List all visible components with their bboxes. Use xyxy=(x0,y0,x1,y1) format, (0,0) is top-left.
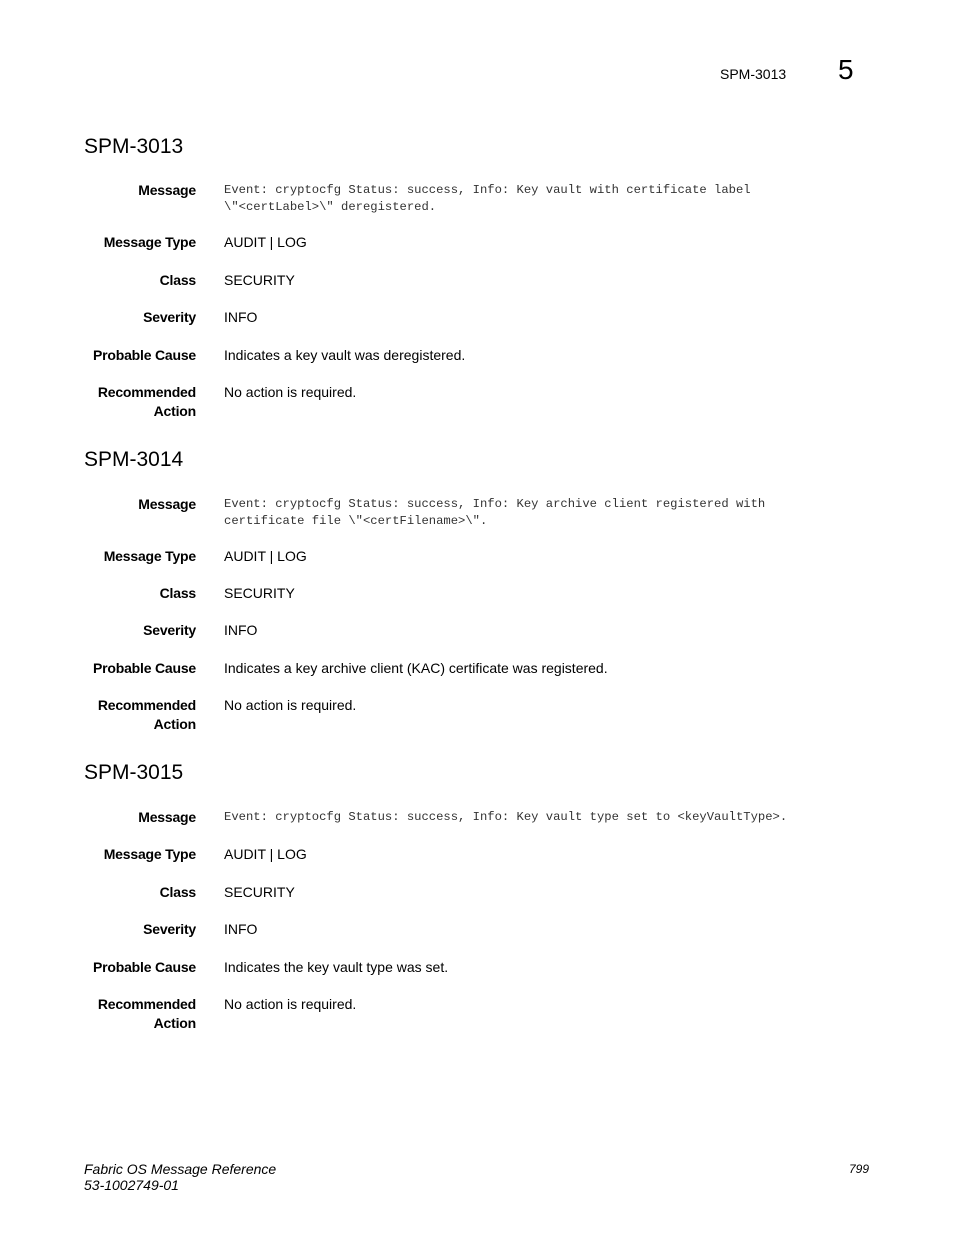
message-line-2: certificate file \"<certFilename>\". xyxy=(224,513,488,528)
value-class: SECURITY xyxy=(224,884,295,900)
value-recommended-action: No action is required. xyxy=(224,697,357,713)
label-severity: Severity xyxy=(143,622,196,638)
label-recommended-line-1: Recommended xyxy=(97,996,196,1012)
value-severity: INFO xyxy=(224,309,258,325)
label-message-type: Message Type xyxy=(103,234,196,250)
label-recommended-line-1: Recommended xyxy=(97,697,196,713)
value-severity: INFO xyxy=(224,921,258,937)
value-probable-cause: Indicates a key vault was deregistered. xyxy=(224,347,466,363)
value-message-type: AUDIT | LOG xyxy=(224,548,307,564)
value-class: SECURITY xyxy=(224,272,295,288)
label-class: Class xyxy=(159,272,196,288)
running-header xyxy=(0,56,954,96)
label-recommended-line-1: Recommended xyxy=(97,384,196,400)
label-message-type: Message Type xyxy=(103,548,196,564)
label-severity: Severity xyxy=(143,921,196,937)
value-message xyxy=(224,809,844,826)
header-chapter-number: 5 xyxy=(838,54,854,85)
label-recommended-action xyxy=(66,696,196,734)
message-line-2: \"<certLabel>\" deregistered. xyxy=(224,199,437,214)
section-title: SPM-3013 xyxy=(84,135,184,158)
label-message: Message xyxy=(138,182,196,198)
message-line-1: Event: cryptocfg Status: success, Info: Key vault with certificate label xyxy=(224,183,751,197)
label-probable-cause: Probable Cause xyxy=(92,347,196,363)
value-probable-cause: Indicates the key vault type was set. xyxy=(224,959,449,975)
value-recommended-action: No action is required. xyxy=(224,384,357,400)
section-title: SPM-3014 xyxy=(84,448,184,471)
label-message-type: Message Type xyxy=(103,846,196,862)
footer-document-number: 53-1002749-01 xyxy=(84,1177,179,1193)
section-title: SPM-3015 xyxy=(84,761,184,784)
label-recommended-line-2: Action xyxy=(153,403,196,419)
footer-page-number: 799 xyxy=(849,1162,870,1176)
value-message xyxy=(224,182,844,215)
label-recommended-action xyxy=(66,995,196,1033)
value-recommended-action: No action is required. xyxy=(224,996,357,1012)
footer-document-info xyxy=(84,1161,276,1193)
label-probable-cause: Probable Cause xyxy=(92,660,196,676)
label-class: Class xyxy=(159,585,196,601)
header-message-id: SPM-3013 xyxy=(720,66,787,82)
message-line-1: Event: cryptocfg Status: success, Info: Key archive client registered with xyxy=(224,497,766,511)
value-message xyxy=(224,496,844,529)
label-message: Message xyxy=(138,496,196,512)
value-class: SECURITY xyxy=(224,585,295,601)
value-severity: INFO xyxy=(224,622,258,638)
message-line-1: Event: cryptocfg Status: success, Info: Key vault type set to <keyVaultType>. xyxy=(224,810,788,824)
label-message: Message xyxy=(138,809,196,825)
label-recommended-line-2: Action xyxy=(153,716,196,732)
footer-document-title: Fabric OS Message Reference xyxy=(84,1161,277,1177)
value-probable-cause: Indicates a key archive client (KAC) certificate was registered. xyxy=(224,660,608,676)
label-probable-cause: Probable Cause xyxy=(92,959,196,975)
label-recommended-action xyxy=(66,383,196,421)
label-recommended-line-2: Action xyxy=(153,1015,196,1031)
label-severity: Severity xyxy=(143,309,196,325)
value-message-type: AUDIT | LOG xyxy=(224,846,307,862)
value-message-type: AUDIT | LOG xyxy=(224,234,307,250)
label-class: Class xyxy=(159,884,196,900)
